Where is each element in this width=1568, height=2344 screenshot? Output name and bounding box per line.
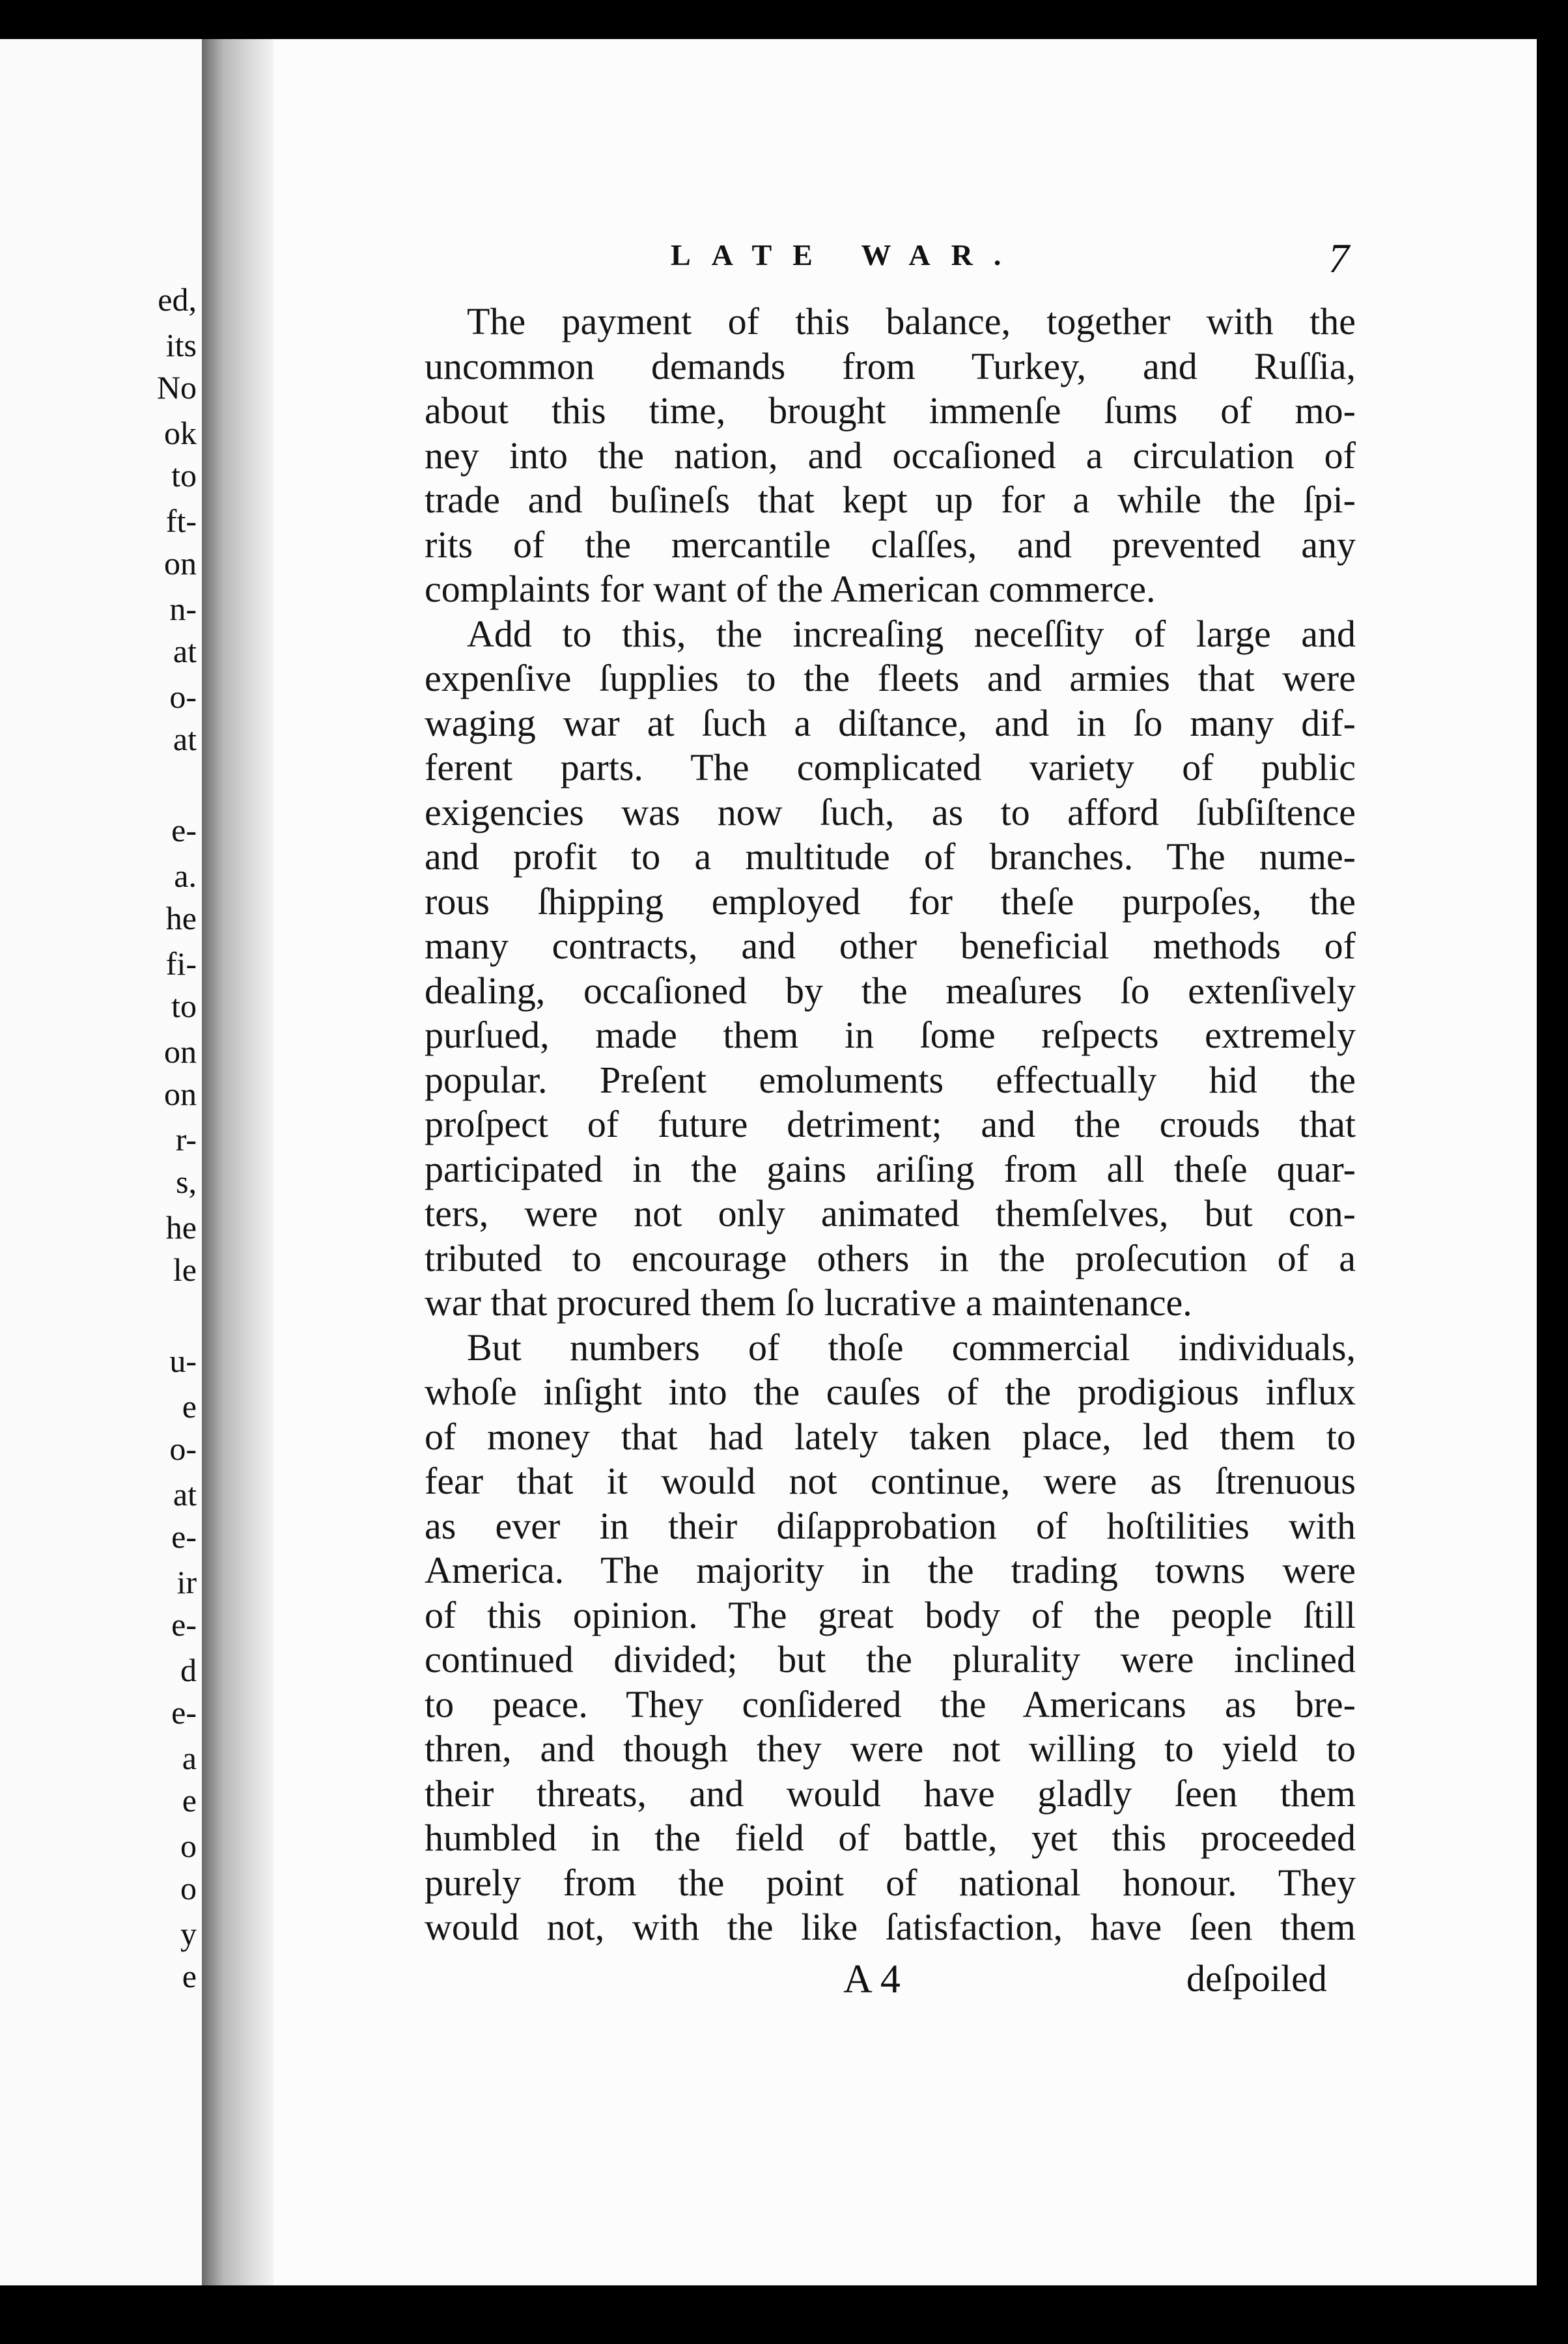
- gutter-shadow: [202, 39, 273, 2285]
- left-page-fragment: he: [165, 900, 197, 936]
- body-text: [425, 300, 1356, 1950]
- left-page-fragment: e-: [171, 1518, 197, 1555]
- left-page-fragment: on: [164, 1033, 197, 1070]
- left-page-fragment: its: [165, 327, 197, 363]
- left-page-fragment: on: [164, 1076, 197, 1112]
- left-page-fragment: ok: [164, 415, 197, 451]
- left-page-fragment: e: [182, 1782, 197, 1819]
- left-page-fragment: at: [173, 1476, 197, 1513]
- text-line: their threats, and would have gladly ſeen them: [425, 1772, 1356, 1815]
- text-line: purely from the point of national honour. They: [425, 1861, 1356, 1904]
- left-page-fragment: r-: [175, 1121, 197, 1158]
- left-page-fragment: at: [173, 721, 197, 757]
- left-page-fragment: e: [182, 1388, 197, 1425]
- text-line: and profit to a multitude of branches. The nume-: [425, 835, 1356, 878]
- text-line: of money that had lately taken place, led them to: [425, 1415, 1356, 1458]
- left-page-fragment: e-: [171, 1606, 197, 1643]
- left-page-fragment: on: [164, 545, 197, 581]
- left-page-fragment: fi-: [165, 945, 197, 982]
- text-line: uncommon demands from Turkey, and Ruſſia,: [425, 344, 1356, 387]
- text-line: popular. Preſent emoluments effectually hid the: [425, 1058, 1356, 1101]
- text-line: ters, were not only animated themſelves, but con-: [425, 1192, 1356, 1235]
- text-line: whoſe inſight into the cauſes of the prodigious influx: [425, 1371, 1356, 1413]
- text-line: expenſive ſupplies to the fleets and armies that were: [425, 657, 1356, 699]
- text-line: proſpect of future detriment; and the crouds that: [425, 1103, 1356, 1145]
- left-page-fragment: a: [182, 1740, 197, 1776]
- text-line: tributed to encourage others in the proſecution of a: [425, 1236, 1356, 1279]
- text-line: ney into the nation, and occaſioned a circulation of: [425, 434, 1356, 477]
- previous-page-strip: [0, 39, 202, 2285]
- left-page-fragment: d: [180, 1652, 197, 1688]
- text-line: thren, and though they were not willing to yield to: [425, 1727, 1356, 1770]
- text-line: fear that it would not continue, were as ſtrenuous: [425, 1460, 1356, 1502]
- text-line: participated in the gains ariſing from all theſe quar-: [425, 1147, 1356, 1190]
- page-number: 7: [1328, 235, 1349, 281]
- text-line: rits of the mercantile claſſes, and prevented any: [425, 523, 1356, 566]
- left-page-fragment: to: [171, 457, 197, 494]
- text-line: But numbers of thoſe commercial individuals,: [467, 1326, 1356, 1369]
- left-page-fragment: at: [173, 633, 197, 669]
- left-page-fragment: o: [180, 1828, 197, 1864]
- left-page-fragment: o-: [169, 678, 197, 715]
- text-line: humbled in the field of battle, yet this proceeded: [425, 1817, 1356, 1859]
- text-line: to peace. They conſidered the Americans as bre-: [425, 1682, 1356, 1725]
- text-line: purſued, made them in ſome reſpects extremely: [425, 1014, 1356, 1056]
- text-line: The payment of this balance, together with the: [467, 300, 1356, 342]
- signature-mark: A 4: [843, 1957, 901, 2002]
- left-page-fragment: ed,: [158, 281, 197, 318]
- left-page-fragment: le: [173, 1251, 197, 1288]
- text-line: waging war at ſuch a diſtance, and in ſo many dif-: [425, 701, 1356, 744]
- text-line: complaints for want of the American commerce.: [425, 568, 1156, 610]
- text-line: trade and buſineſs that kept up for a while the ſpi-: [425, 479, 1356, 521]
- text-line: Add to this, the increaſing neceſſity of large and: [467, 612, 1356, 655]
- left-page-fragment: n-: [169, 591, 197, 627]
- text-line: many contracts, and other beneficial methods of: [425, 925, 1356, 967]
- left-page-fragment: y: [180, 1916, 197, 1952]
- left-page-fragment: he: [165, 1209, 197, 1246]
- text-line: of this opinion. The great body of the people ſtill: [425, 1593, 1356, 1636]
- left-page-fragment: a.: [174, 858, 197, 894]
- left-page-fragment: e: [182, 1958, 197, 1994]
- text-line: rous ſhipping employed for theſe purpoſes, the: [425, 880, 1356, 923]
- left-page-fragment: e-: [171, 1694, 197, 1731]
- left-page-fragment: e-: [171, 812, 197, 848]
- left-page-fragment: to: [171, 988, 197, 1024]
- running-head: LATE WAR.: [671, 238, 1022, 272]
- left-page-fragment: o: [180, 1870, 197, 1906]
- left-page-fragment: u-: [169, 1343, 197, 1379]
- left-page-fragment: o-: [169, 1430, 197, 1467]
- text-line: as ever in their diſapprobation of hoſtilities with: [425, 1504, 1356, 1547]
- left-page-fragment: No: [156, 369, 197, 406]
- text-line: continued divided; but the plurality were inclined: [425, 1638, 1356, 1681]
- text-line: ferent parts. The complicated variety of public: [425, 746, 1356, 788]
- left-page-fragment: ir: [176, 1564, 197, 1600]
- text-line: about this time, brought immenſe ſums of mo-: [425, 389, 1356, 432]
- catchword: deſpoiled: [1186, 1957, 1327, 2000]
- text-line: exigencies was now ſuch, as to afford ſubſiſtence: [425, 790, 1356, 833]
- text-line: dealing, occaſioned by the meaſures ſo extenſively: [425, 969, 1356, 1012]
- text-line: America. The majority in the trading towns were: [425, 1549, 1356, 1591]
- left-page-fragment: ft-: [165, 503, 197, 539]
- text-line: would not, with the like ſatisfaction, have ſeen them: [425, 1906, 1356, 1948]
- text-line: war that procured them ſo lucrative a maintenance.: [425, 1281, 1192, 1324]
- left-page-fragment: s,: [176, 1164, 197, 1200]
